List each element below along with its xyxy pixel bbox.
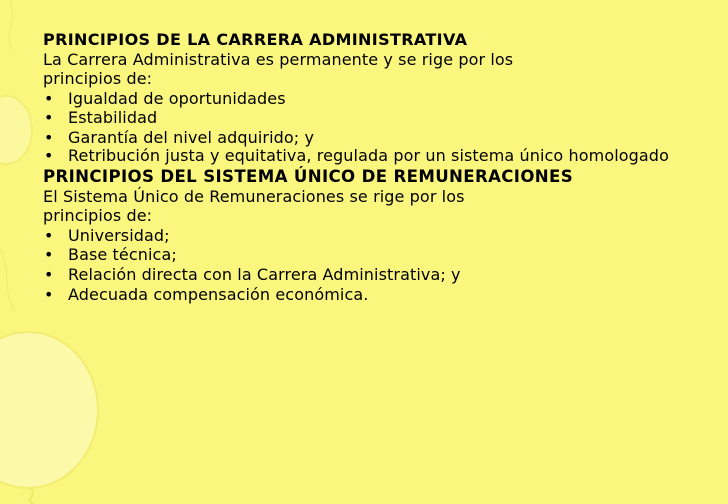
list-item [43,265,683,285]
section2-list [43,226,683,304]
list-item-text: Base técnica; [68,245,177,265]
bullet-icon: • [44,265,54,285]
list-item [43,145,683,168]
bullet-icon: • [44,127,54,147]
slide-content [43,30,683,304]
bullet-icon: • [44,88,54,108]
bullet-icon: • [44,108,54,128]
section1-list [43,89,683,167]
bullet-icon: • [44,245,54,265]
list-item [43,89,683,109]
list-item [43,245,683,265]
list-item [43,285,683,305]
list-item [43,108,683,128]
list-item [43,226,683,246]
list-item-text: Adecuada compensación económica. [68,284,369,304]
list-item-text: Relación directa con la Carrera Administrativa; y [68,265,461,285]
section2-intro-line1: El Sistema Único de Remuneraciones se rige por los [43,186,465,206]
section2-intro-line2: principios de: [43,206,153,226]
list-item-text: Estabilidad [68,108,158,128]
list-item-text: Universidad; [68,225,170,245]
section1-intro-line1: La Carrera Administrativa es permanente y se rige por los [43,49,514,69]
section1-intro-line2: principios de: [43,69,153,89]
bullet-icon: • [44,225,54,245]
section2-heading: PRINCIPIOS DEL SISTEMA ÚNICO DE REMUNERACIONES [43,167,574,187]
section1-heading: PRINCIPIOS DE LA CARRERA ADMINISTRATIVA [43,30,468,49]
list-item-text: Igualdad de oportunidades [68,88,286,108]
list-item-text: Retribución justa y equitativa, regulada por un sistema único homologado [68,145,669,165]
list-item-text: Garantía del nivel adquirido; y [68,127,315,147]
bullet-icon: • [44,284,54,304]
bullet-icon: • [44,145,54,165]
